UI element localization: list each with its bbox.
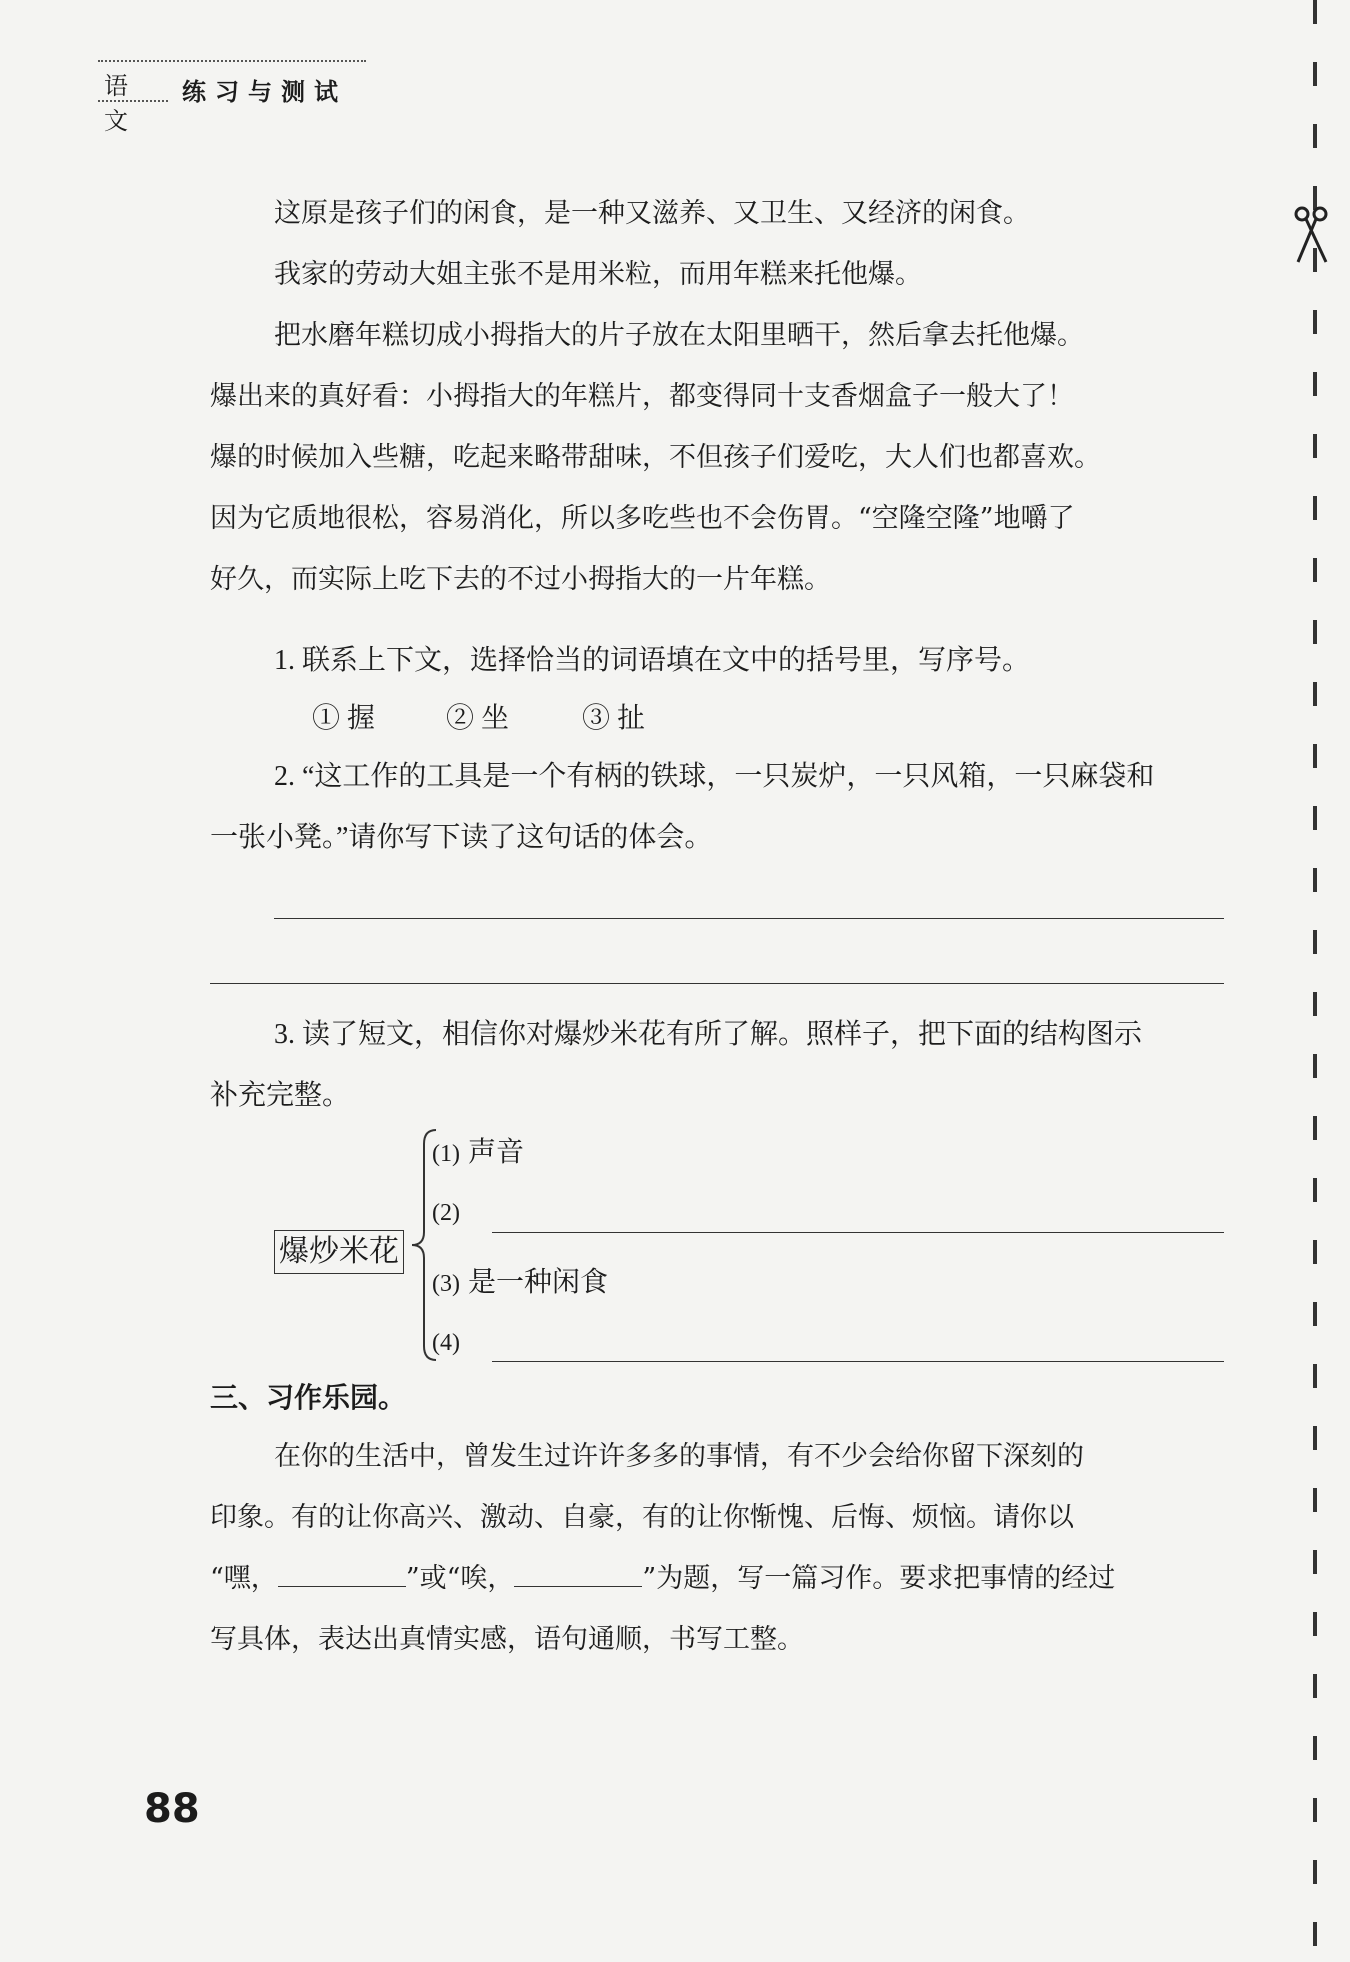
structure-item-3	[432, 1260, 608, 1300]
answer-line-1[interactable]	[274, 918, 1224, 919]
structure-item-3-number: (3)	[432, 1271, 460, 1297]
structure-item-1	[432, 1130, 524, 1170]
header-subject: 语文	[104, 72, 129, 135]
header-title: 练习与测试	[182, 78, 347, 106]
passage-line-7: 好久，而实际上吃下去的不过小拇指大的一片年糕。	[210, 564, 831, 595]
structure-item-2-number: (2)	[432, 1200, 460, 1226]
structure-root-box: 爆炒米花	[274, 1230, 404, 1274]
section-3-text-b: ”或“唉，	[405, 1563, 515, 1594]
section-3-line-3	[210, 1548, 1226, 1609]
structure-item-1-number: (1)	[432, 1141, 460, 1167]
answer-line-2[interactable]	[210, 983, 1224, 984]
scissors-icon	[1290, 200, 1334, 270]
passage-line-2: 我家的劳动大姐主张不是用米粒，而用年糕来托他爆。	[274, 259, 922, 290]
passage-line-4: 爆出来的真好看：小拇指大的年糕片，都变得同十支香烟盒子一般大了！	[210, 381, 1074, 412]
section-3-line-4: 写具体，表达出真情实感，语句通顺，书写工整。	[210, 1624, 804, 1655]
header-dotted-rule	[98, 60, 366, 62]
question-3-line-1: 3. 读了短文，相信你对爆炒米花有所了解。照样子，把下面的结构图示	[274, 1019, 1143, 1050]
structure-answer-line-2[interactable]	[492, 1232, 1224, 1233]
section-3-text-a: “嘿，	[210, 1563, 278, 1594]
structure-item-2	[432, 1196, 468, 1228]
structure-item-3-text: 是一种闲食	[467, 1267, 608, 1298]
title-blank-1[interactable]	[278, 1552, 406, 1587]
section-3-text-c: ”为题，写一篇习作。要求把事情的经过	[642, 1563, 1116, 1594]
question-1-option-2: ② 坐	[446, 703, 510, 734]
page-number: 88	[144, 1786, 200, 1832]
structure-item-4-number: (4)	[432, 1330, 460, 1356]
passage-line-5: 爆的时候加入些糖，吃起来略带甜味，不但孩子们爱吃，大人们也都喜欢。	[210, 442, 1101, 473]
section-3-line-2: 印象。有的让你高兴、激动、自豪，有的让你惭愧、后悔、烦恼。请你以	[210, 1502, 1074, 1533]
cut-line	[1313, 0, 1317, 1962]
section-3-line-1: 在你的生活中，曾发生过许许多多的事情，有不少会给你留下深刻的	[274, 1441, 1084, 1472]
passage-line-1: 这原是孩子们的闲食，是一种又滋养、又卫生、又经济的闲食。	[274, 198, 1030, 229]
passage-line-3: 把水磨年糕切成小拇指大的片子放在太阳里晒干，然后拿去托他爆。	[274, 320, 1084, 351]
structure-item-4	[432, 1326, 468, 1358]
structure-answer-line-4[interactable]	[492, 1361, 1224, 1362]
question-1-text: 1. 联系上下文，选择恰当的词语填在文中的括号里，写序号。	[274, 645, 1031, 676]
question-2-line-2: 一张小凳。”请你写下读了这句话的体会。	[210, 822, 713, 853]
passage-line-6: 因为它质地很松，容易消化，所以多吃些也不会伤胃。“空隆空隆”地嚼了	[210, 503, 1075, 534]
question-1-option-3: ③ 扯	[582, 703, 646, 734]
structure-item-1-text: 声音	[467, 1137, 524, 1168]
question-1-option-1: ① 握	[312, 703, 376, 734]
question-3-line-2: 补充完整。	[210, 1080, 351, 1111]
question-2-line-1: 2. “这工作的工具是一个有柄的铁球，一只炭炉，一只风箱，一只麻袋和	[274, 761, 1155, 792]
title-blank-2[interactable]	[514, 1552, 642, 1587]
section-3-title: 三、习作乐园。	[210, 1381, 407, 1414]
